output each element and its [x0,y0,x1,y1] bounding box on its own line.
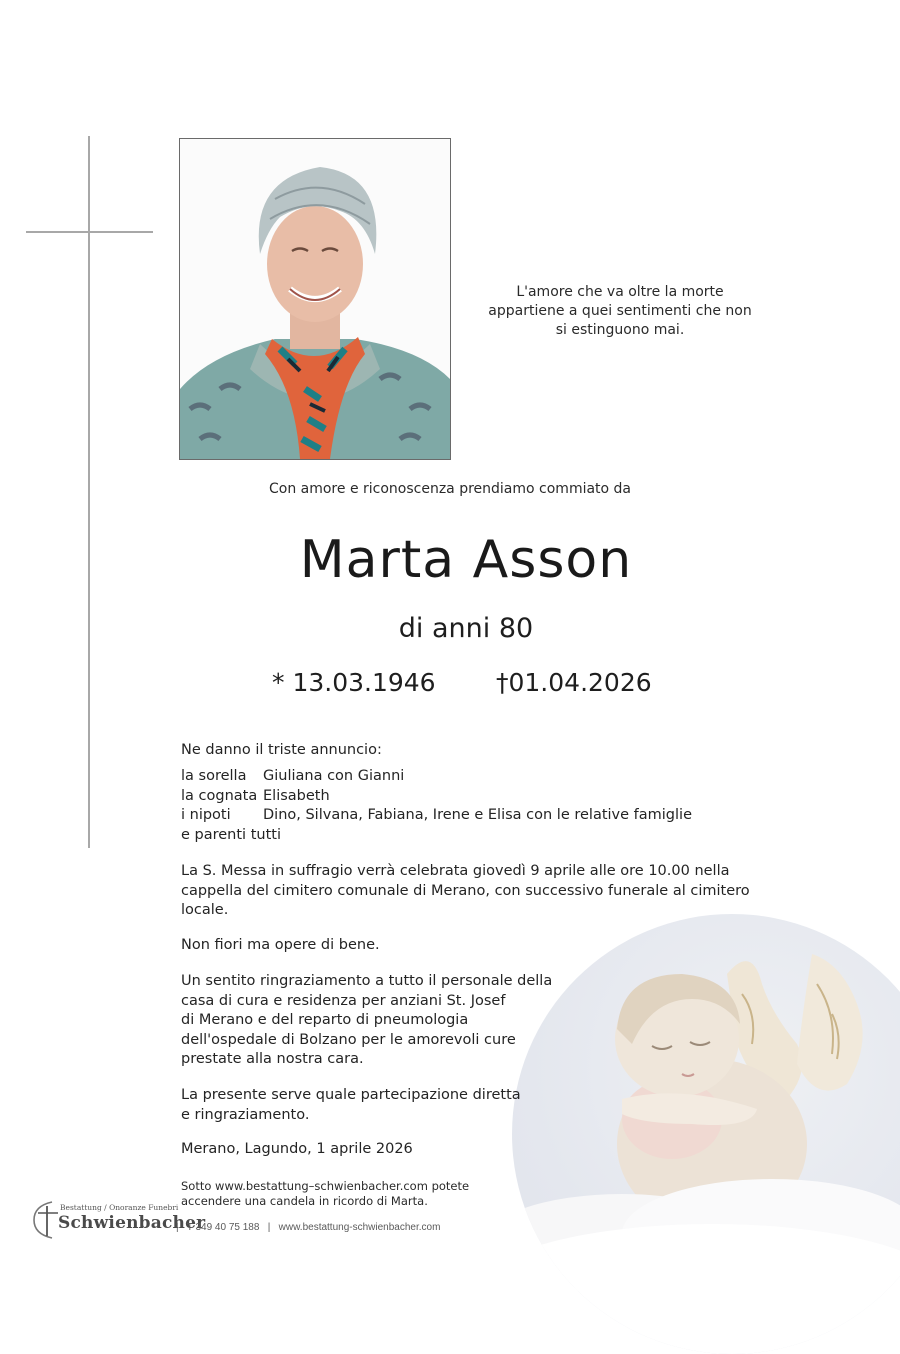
quote-line: si estinguono mai. [555,322,685,338]
family-names: Giuliana con Gianni [263,768,405,784]
online-candle-note [181,1179,469,1209]
angel-illustration [512,914,900,1354]
family-list [181,767,692,845]
thanks-line: di Merano e del reparto di pneumologia [181,1012,469,1028]
family-relation: la sorella [181,768,247,784]
family-row [181,787,692,807]
angel-image [512,914,900,1354]
cross-horizontal-line [26,231,153,233]
mass-announcement [181,862,781,921]
portrait-photo [179,138,451,460]
family-names: Elisabeth [263,787,330,804]
deceased-age: di anni 80 [398,613,534,644]
family-relation: i nipoti [181,807,231,823]
death-date-value: 01.04.2026 [508,668,652,697]
quote-line: L'amore che va oltre la morte [516,284,724,300]
family-row [181,826,692,846]
family-names: Dino, Silvana, Fabiana, Irene e Elisa con le relative famiglie [263,807,692,823]
participation-line: e ringraziamento. [181,1106,310,1123]
portrait-illustration [180,139,450,459]
logo-subtitle: Bestattung / Onoranze Funebri [60,1203,179,1212]
mass-line: La S. Messa in suffragio verrà celebrata giovedì 9 aprile alle ore 10.00 nella [181,863,730,879]
intro-text: Con amore e riconoscenza prendiamo commiato da [268,481,632,497]
birth-star-icon: * [272,668,285,697]
announcement-heading: Ne danno il triste annuncio: [181,742,382,758]
thanks-line: dell'ospedale di Bolzano per le amorevoli cure [181,1031,516,1048]
mass-line: locale. [181,902,229,918]
place-date: Merano, Lagundo, 1 aprile 2026 [181,1141,413,1157]
family-relation: la cognata [181,787,258,804]
family-row [181,806,692,826]
footer-contact: | T 349 40 75 188 | www.bestattung-schwienbacher.com [176,1222,441,1233]
deceased-name: Marta Asson [299,530,633,590]
death-cross-icon: † [496,668,509,697]
online-note-line: Sotto www.bestattung–schwienbacher.com potete [181,1179,470,1193]
thanks-line: prestate alla nostra cara. [181,1051,364,1067]
participation-note [181,1086,531,1125]
death-date [496,668,652,697]
birth-date-value: 13.03.1946 [292,668,436,697]
flowers-note: Non fiori ma opere di bene. [181,937,380,953]
logo-name: Schwienbacher [58,1213,206,1233]
quote-line: appartiene a quei sentimenti che non [488,303,752,319]
thanks-line: Un sentito ringraziamento a tutto il personale della [181,973,553,989]
family-relation: e parenti tutti [181,826,281,843]
online-note-line: accendere una candela in ricordo di Marta. [181,1194,428,1208]
birth-date [272,668,436,697]
mass-line: cappella del cimitero comunale di Merano, con successivo funerale al cimitero [181,882,750,899]
participation-line: La presente serve quale partecipazione diretta [181,1087,521,1103]
family-row [181,767,692,787]
thanks-line: casa di cura e residenza per anziani St. Josef [181,992,506,1009]
memorial-quote [470,283,770,340]
thanks-paragraph [181,972,561,1070]
